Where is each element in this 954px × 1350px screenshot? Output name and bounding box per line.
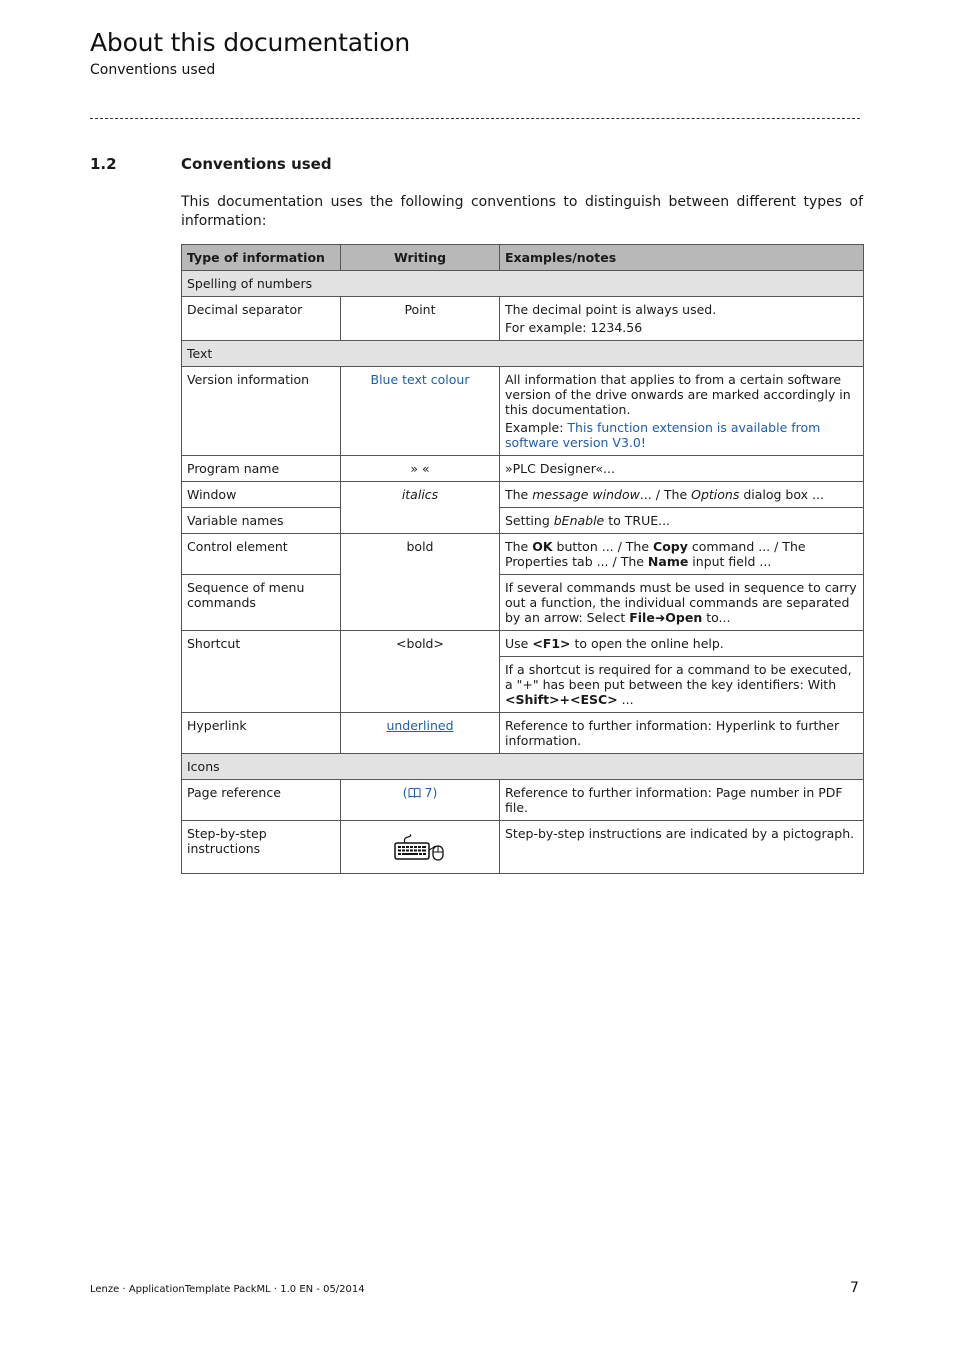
note-cell [500,657,864,713]
header-writing: Writing [341,245,500,271]
note-cell [500,534,864,575]
table-row [182,297,864,341]
note-bold: Copy [653,539,688,554]
note-bold: <F1> [532,636,571,651]
note-part: input field ... [688,554,772,569]
note-line: The decimal point is always used. [505,302,717,317]
arrow-icon: ➜ [654,610,666,625]
page-subtitle: Conventions used [90,62,216,78]
note-italic: bEnable [553,513,605,528]
note-cell: Reference to further information: Hyperlink to further information. [500,713,864,754]
writing-cell: bold [341,534,500,631]
group-label: Icons [182,754,864,780]
note-part: The [505,539,533,554]
table-row [182,575,864,631]
note-bold: Name [647,554,689,569]
conventions-table [181,244,864,874]
group-label: Text [182,341,864,367]
note-cell [500,575,864,631]
example-prefix: Example: [505,420,568,435]
table-row [182,508,864,534]
writing-cell [341,821,500,874]
writing-cell: italics [341,482,500,534]
note-part: button ... / The [552,539,654,554]
type-cell: Window [182,482,341,508]
group-row-numbers [182,271,864,297]
note-italic: message window [532,487,640,502]
note-example [505,420,858,450]
note-part: Use [505,636,533,651]
type-cell: Variable names [182,508,341,534]
type-cell: Page reference [182,780,341,821]
type-cell: Control element [182,534,341,575]
type-cell: Step-by-step instructions [182,821,341,874]
type-cell: Sequence of menu commands [182,575,341,631]
header-examples: Examples/notes [500,245,864,271]
type-cell: Hyperlink [182,713,341,754]
writing-cell: <bold> [341,631,500,713]
note-cell [500,367,864,456]
note-part: ... [617,692,634,707]
example-blue-text: This function extension is available from software version V3.0! [505,420,821,450]
table-row [182,482,864,508]
table-row [182,367,864,456]
header-type: Type of information [182,245,341,271]
note-cell: Reference to further information: Page number in PDF file. [500,780,864,821]
section-intro: This documentation uses the following conventions to distinguish between different types of information: [181,194,863,229]
table-row [182,534,864,575]
table-row [182,456,864,482]
note-bold: OK [532,539,553,554]
section-number: 1.2 [90,155,117,173]
header-divider [90,118,860,119]
group-row-text [182,341,864,367]
table-row [182,631,864,657]
note-cell [500,508,864,534]
section-title: Conventions used [181,155,332,173]
note-part: If several commands must be used in sequence to carry out a function, the individual commands are separated by an arrow: Select [505,580,857,625]
note-part: The [505,487,533,502]
table-row [182,821,864,874]
writing-cell [341,780,500,821]
note-part: If a shortcut is required for a command to be executed, a "+" has been put between the key identifiers: With [505,662,852,692]
note-part: Setting [505,513,554,528]
note-line: All information that applies to from a certain software version of the drive onwards are marked accordingly in this documentation. [505,372,851,417]
table-row [182,780,864,821]
page-reference-link[interactable] [403,785,438,800]
page-number: 7 [850,1280,859,1296]
note-part: ... / The [639,487,692,502]
type-cell: Version information [182,367,341,456]
table-row [182,713,864,754]
type-cell: Program name [182,456,341,482]
table-header-row [182,245,864,271]
hyperlink-example[interactable]: underlined [386,718,454,733]
note-cell [500,482,864,508]
note-italic: Options [691,487,740,502]
writing-cell [341,713,500,754]
writing-cell: Blue text colour [341,367,500,456]
book-icon [408,787,421,798]
note-part: to TRUE... [604,513,671,528]
group-label: Spelling of numbers [182,271,864,297]
note-bold: Open [665,610,703,625]
note-bold: <Shift>+<ESC> [505,692,618,707]
note-part: dialog box ... [739,487,824,502]
footer-text: Lenze · ApplicationTemplate PackML · 1.0 EN - 05/2014 [90,1284,365,1295]
note-cell [500,297,864,341]
writing-cell: Point [341,297,500,341]
type-cell: Shortcut [182,631,341,713]
page-number-ref: 7) [420,785,438,800]
note-cell [500,631,864,657]
note-part: to open the online help. [570,636,724,651]
note-part: command ... / The Properties tab ... / The [505,539,806,569]
note-line: For example: 1234.56 [505,320,643,335]
page-title: About this documentation [90,28,410,57]
note-cell: »PLC Designer«... [500,456,864,482]
note-part: to... [702,610,731,625]
note-bold: File [629,610,655,625]
paren-open: ( [402,785,408,800]
writing-cell: » « [341,456,500,482]
note-cell: Step-by-step instructions are indicated by a pictograph. [500,821,864,874]
type-cell: Decimal separator [182,297,341,341]
group-row-icons [182,754,864,780]
keyboard-mouse-icon [393,834,447,862]
